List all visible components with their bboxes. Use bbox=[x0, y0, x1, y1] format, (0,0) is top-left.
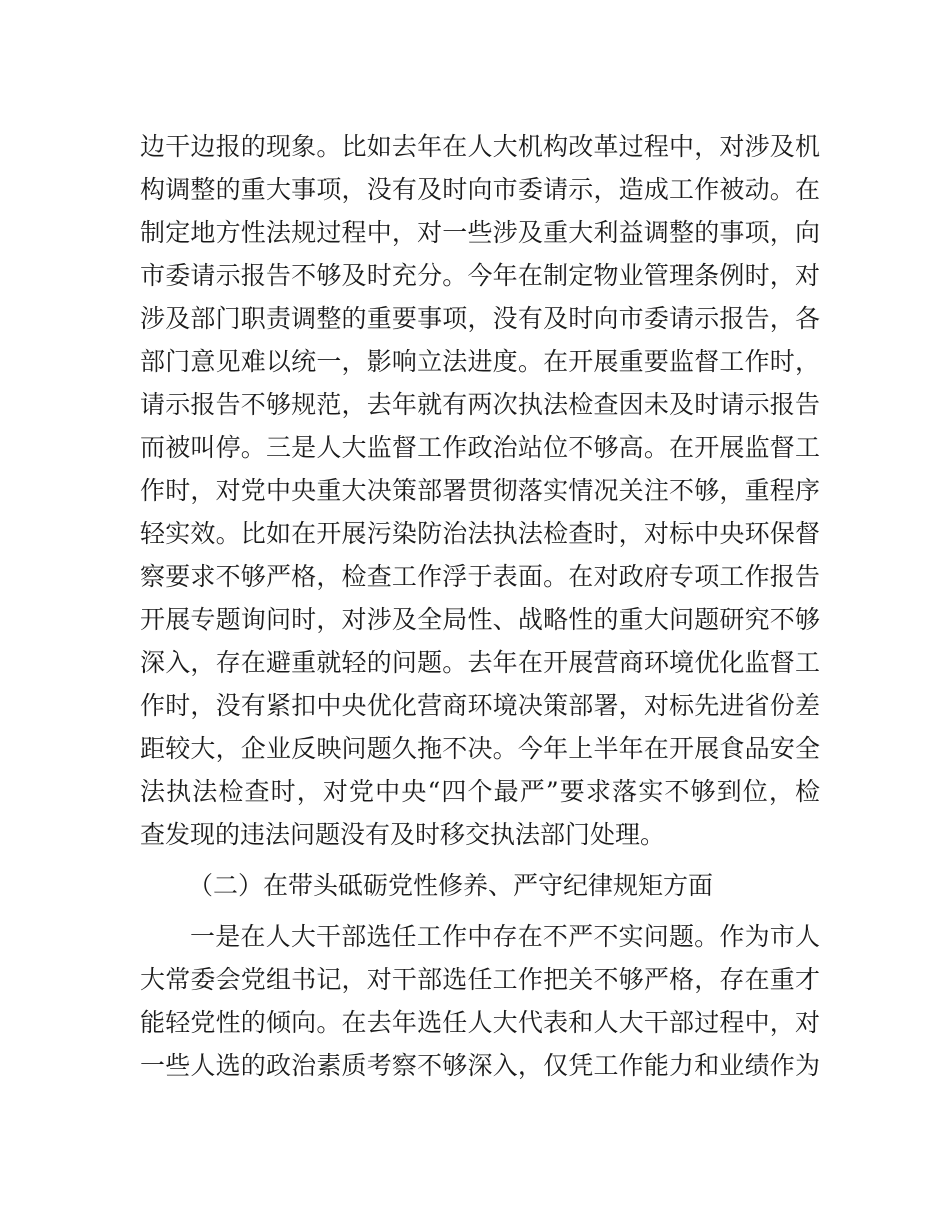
section-heading: （二）在带头砥砺党性修养、严守纪律规矩方面 bbox=[188, 871, 714, 900]
text-line: 开展专题询问时，对涉及全局性、战略性的重大问题研究不够 bbox=[140, 605, 820, 634]
paragraph-2 bbox=[140, 915, 820, 1087]
text-line: 轻实效。比如在开展污染防治法执法检查时，对标中央环保督 bbox=[140, 519, 820, 548]
text-line: 请示报告不够规范，去年就有两次执法检查因未及时请示报告 bbox=[140, 390, 820, 419]
text-line: 一是在人大干部选任工作中存在不严不实问题。作为市人 bbox=[190, 922, 820, 951]
text-line: 部门意见难以统一，影响立法进度。在开展重要监督工作时， bbox=[140, 347, 820, 376]
text-line: 法执法检查时，对党中央“四个最严”要求落实不够到位，检 bbox=[140, 777, 820, 806]
text-line: 能轻党性的倾向。在去年选任人大代表和人大干部过程中，对 bbox=[140, 1008, 820, 1037]
text-line: 市委请示报告不够及时充分。今年在制定物业管理条例时，对 bbox=[140, 261, 820, 290]
text-line: 深入，存在避重就轻的问题。去年在开展营商环境优化监督工 bbox=[140, 648, 820, 677]
text-line: 边干边报的现象。比如去年在人大机构改革过程中，对涉及机 bbox=[140, 132, 820, 161]
paragraph-1 bbox=[140, 125, 820, 856]
text-line: 大常委会党组书记，对干部选任工作把关不够严格，存在重才 bbox=[140, 965, 820, 994]
text-line: 涉及部门职责调整的重要事项，没有及时向市委请示报告，各 bbox=[140, 304, 820, 333]
text-line: 查发现的违法问题没有及时移交执法部门处理。 bbox=[140, 820, 666, 849]
text-line: 察要求不够严格，检查工作浮于表面。在对政府专项工作报告 bbox=[140, 562, 820, 591]
text-line: 而被叫停。三是人大监督工作政治站位不够高。在开展监督工 bbox=[140, 433, 820, 462]
text-line: 作时，没有紧扣中央优化营商环境决策部署，对标先进省份差 bbox=[140, 691, 820, 720]
text-line: 作时，对党中央重大决策部署贯彻落实情况关注不够，重程序 bbox=[140, 476, 820, 505]
text-line: 距较大，企业反映问题久拖不决。今年上半年在开展食品安全 bbox=[140, 734, 820, 763]
text-line: 一些人选的政治素质考察不够深入，仅凭工作能力和业绩作为 bbox=[140, 1051, 820, 1080]
text-line: 构调整的重大事项，没有及时向市委请示，造成工作被动。在 bbox=[140, 175, 820, 204]
document-body bbox=[140, 125, 820, 1087]
text-line: 制定地方性法规过程中，对一些涉及重大利益调整的事项，向 bbox=[140, 218, 820, 247]
